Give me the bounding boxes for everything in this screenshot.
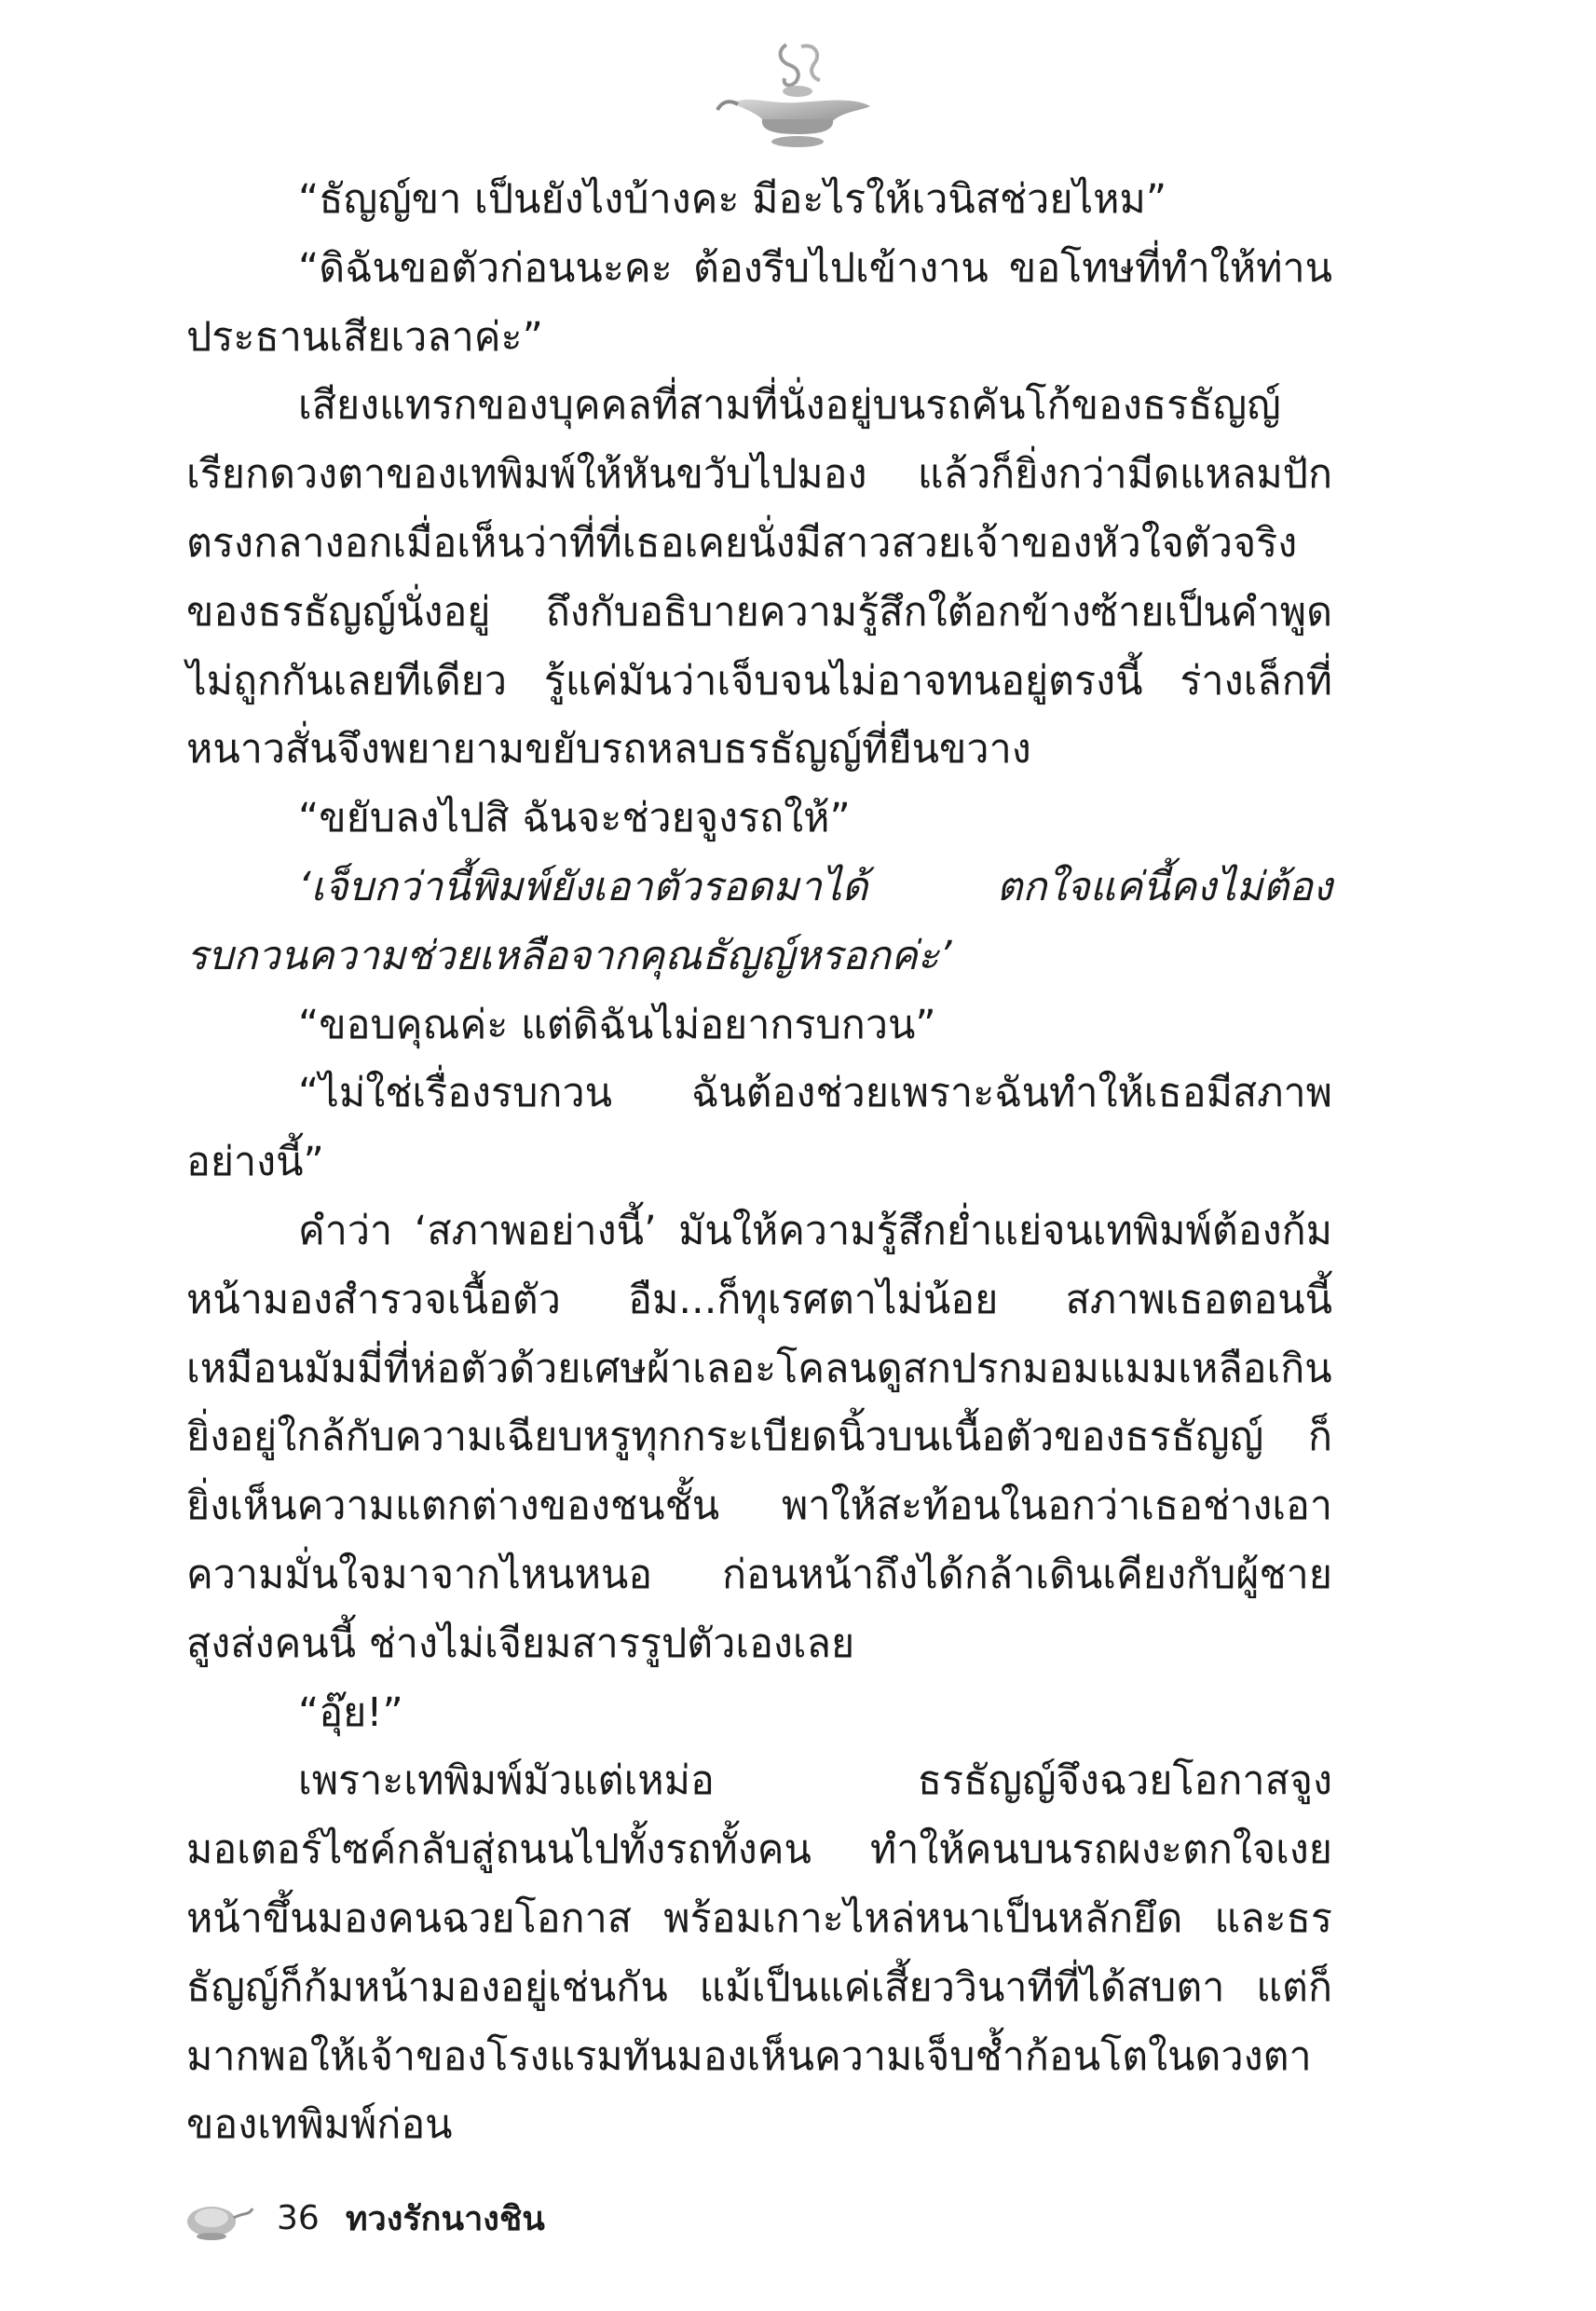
paragraph: “ธัญญ์ขา เป็นยังไงบ้างคะ มีอะไรให้เวนิสช่วยไหม”: [298, 176, 1167, 223]
genie-lamp-icon: [704, 37, 891, 158]
paragraph: “ขยับลงไปสิ ฉันจะช่วยจูงรถให้”: [298, 795, 851, 842]
page-number: 36: [277, 2198, 320, 2237]
paragraph: “ไม่ใช่เรื่องรบกวน ฉันต้องช่วยเพราะฉันทำให้เธอมีสภาพอย่างนี้”: [186, 1070, 1332, 1186]
paragraph: “ดิฉันขอตัวก่อนนะคะ ต้องรีบไปเข้างาน ขอโทษที่ทำให้ท่านประธานเสียเวลาค่ะ”: [186, 244, 1332, 361]
paragraph: เสียงแทรกของบุคคลที่สามที่นั่งอยู่บนรถคันโก้ของธรธัญญ์เรียกดวงตาของเทพิมพ์ให้หันขวับไปมอง แล้วก็ยิ่งกว่ามีดแหลมปักตรงกลางอกเมื่อเห็นว่าที่ที่เธอเคยนั่งมีสาวสวยเจ้าของหัวใจตัวจริงของธรธัญญ์นั่งอยู่ ถึงกับอธิบายความรู้สึกใต้อกข้างซ้ายเป็นคำพูดไม่ถูกกันเลยทีเดียว รู้แค่มันว่าเจ็บจนไม่อาจทนอยู่ตรงนี้ ร่างเล็กที่หนาวสั่นจึงพยายามขยับรถหลบธรธัญญ์ที่ยืนขวาง: [186, 382, 1332, 773]
paragraph: “ขอบคุณค่ะ แต่ดิฉันไม่อยากรบกวน”: [298, 1001, 936, 1048]
paragraph: “อุ๊ย!”: [298, 1689, 403, 1736]
book-title: ทวงรักนางชิน: [345, 2199, 545, 2238]
genie-lamp-icon: [182, 2190, 256, 2246]
paragraph: คำว่า ‘สภาพอย่างนี้’ มันให้ความรู้สึกย่ำแย่จนเทพิมพ์ต้องก้มหน้ามองสำรวจเนื้อตัว อืม...ก็ทุเรศตาไม่น้อย สภาพเธอตอนนี้เหมือนมัมมี่ที่ห่อตัวด้วยเศษผ้าเลอะโคลนดูสกปรกมอมแมมเหลือเกิน ยิ่งอยู่ใกล้กับความเฉียบหรูทุกกระเบียดนิ้วบนเนื้อตัวของธรธัญญ์ ก็ยิ่งเห็นความแตกต่างของชนชั้น พาให้สะท้อนในอกว่าเธอช่างเอาความมั่นใจมาจากไหนหนอ ก่อนหน้าถึงได้กล้าเดินเคียงกับผู้ชายสูงส่งคนนี้ ช่างไม่เจียมสารรูปตัวเองเลย: [186, 1207, 1332, 1667]
page-footer: [182, 2185, 545, 2250]
body-text: [186, 166, 1332, 2160]
paragraph-inner-thought: ‘เจ็บกว่านี้พิมพ์ยังเอาตัวรอดมาได้ ตกใจแค่นี้คงไม่ต้องรบกวนความช่วยเหลือจากคุณธัญญ์หรอกค่ะ’: [186, 863, 1332, 979]
paragraph: เพราะเทพิมพ์มัวแต่เหม่อ ธรธัญญ์จึงฉวยโอกาสจูงมอเตอร์ไซค์กลับสู่ถนนไปทั้งรถทั้งคน ทำให้คนบนรถผงะตกใจเงยหน้าขึ้นมองคนฉวยโอกาส พร้อมเกาะไหล่หนาเป็นหลักยึด และธรธัญญ์ก็ก้มหน้ามองอยู่เช่นกัน แม้เป็นแค่เสี้ยววินาทีที่ได้สบตา แต่ก็มากพอให้เจ้าของโรงแรมทันมองเห็นความเจ็บช้ำก้อนโตในดวงตาของเทพิมพ์ก่อน: [186, 1757, 1332, 2149]
